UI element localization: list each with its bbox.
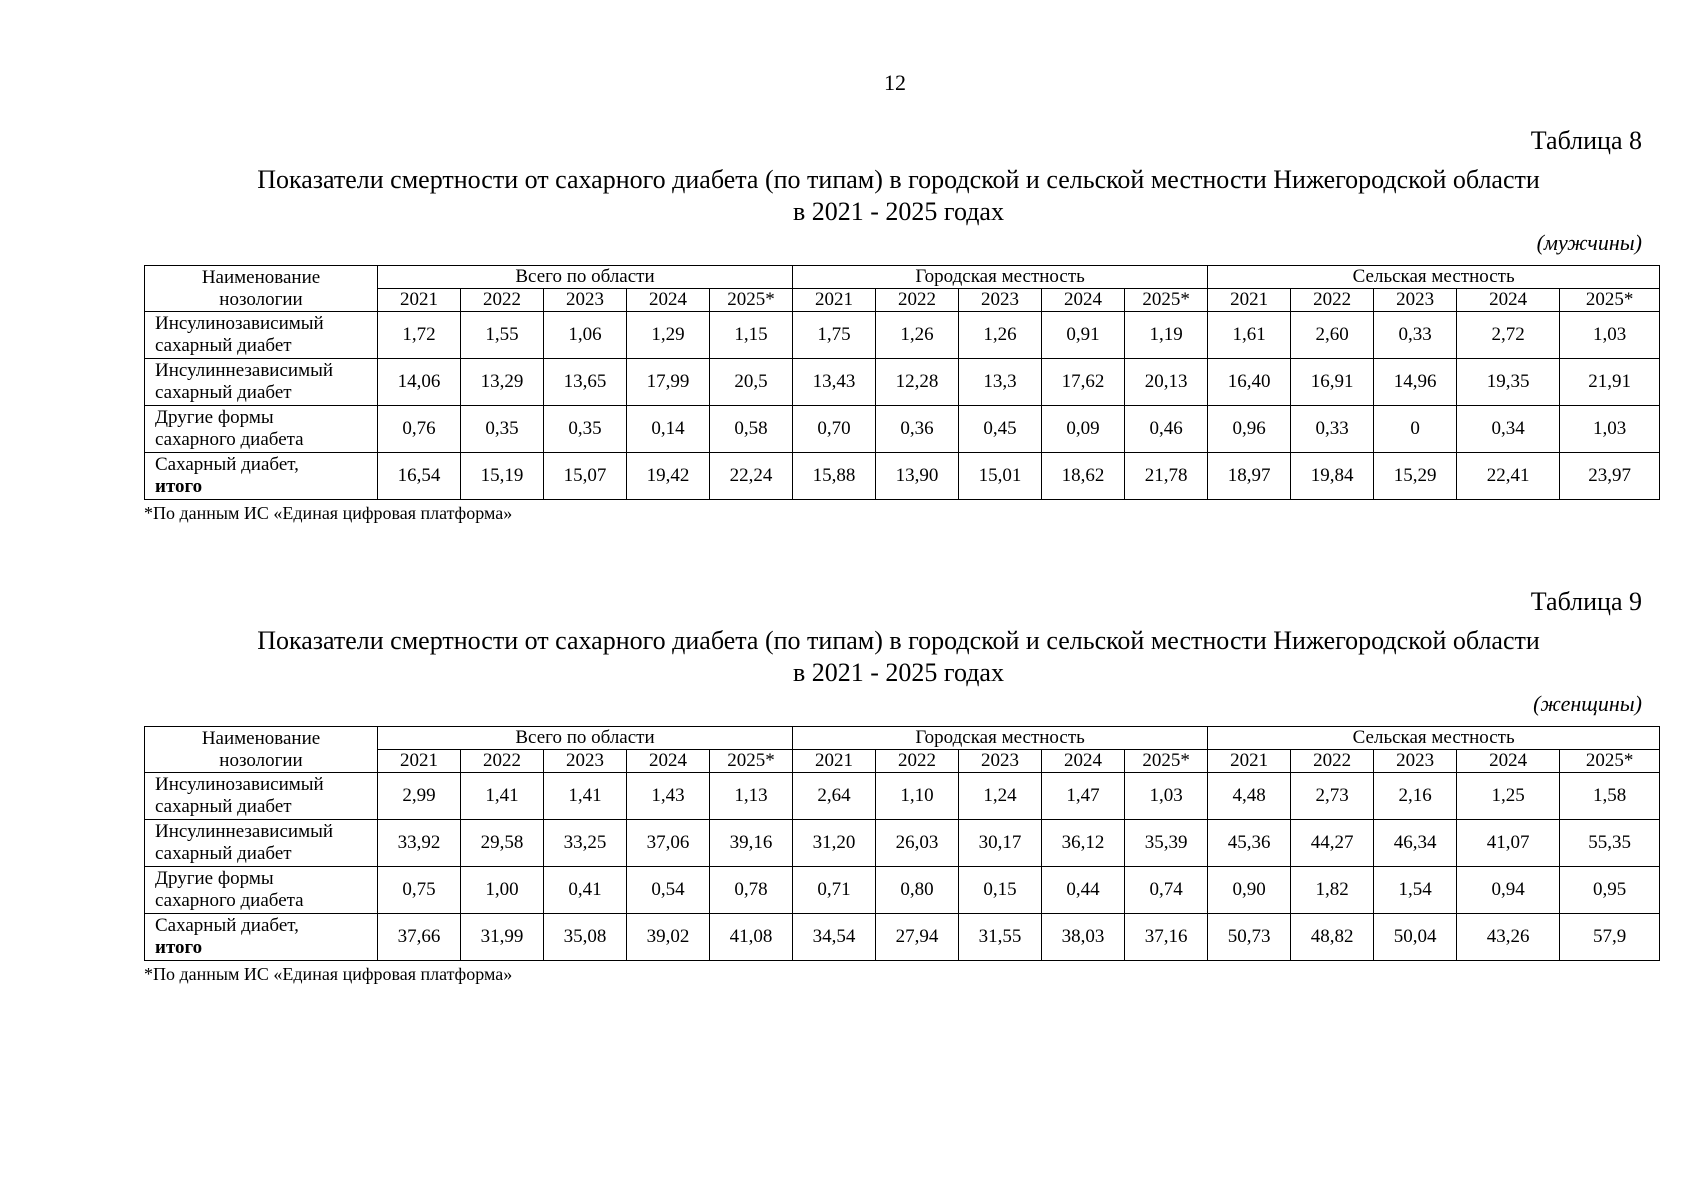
table-cell: 0,34 xyxy=(1457,406,1560,453)
table-cell: 21,91 xyxy=(1560,359,1660,406)
table-cell: 1,25 xyxy=(1457,773,1560,820)
table-cell: 33,92 xyxy=(378,820,461,867)
table-cell: 1,03 xyxy=(1125,773,1208,820)
table-cell: 1,03 xyxy=(1560,406,1660,453)
table-cell: 0,44 xyxy=(1042,867,1125,914)
year-header: 2024 xyxy=(1042,289,1125,312)
table-cell: 39,02 xyxy=(627,914,710,961)
table-cell: 0,35 xyxy=(461,406,544,453)
table-cell: 16,54 xyxy=(378,453,461,500)
table-cell: 0,71 xyxy=(793,867,876,914)
table-cell: 34,54 xyxy=(793,914,876,961)
table-cell: 0 xyxy=(1374,406,1457,453)
table-cell: 13,65 xyxy=(544,359,627,406)
table-cell: 37,16 xyxy=(1125,914,1208,961)
table-cell: 2,16 xyxy=(1374,773,1457,820)
table-cell: 2,73 xyxy=(1291,773,1374,820)
table-cell: 1,72 xyxy=(378,312,461,359)
table-cell: 38,03 xyxy=(1042,914,1125,961)
group-header-urban: Городская местность xyxy=(793,727,1208,750)
table-row xyxy=(145,773,1660,820)
page-number: 12 xyxy=(884,70,906,95)
table-cell: 48,82 xyxy=(1291,914,1374,961)
table-cell: 0,15 xyxy=(959,867,1042,914)
table-title xyxy=(144,164,1653,228)
group-header-total: Всего по области xyxy=(378,727,793,750)
table-cell: 0,41 xyxy=(544,867,627,914)
table-cell: 50,73 xyxy=(1208,914,1291,961)
table-cell: 41,08 xyxy=(710,914,793,961)
table-cell: 0,96 xyxy=(1208,406,1291,453)
table-cell: 1,75 xyxy=(793,312,876,359)
table-cell: 16,40 xyxy=(1208,359,1291,406)
table-title-line1: Показатели смертности от сахарного диабета (по типам) в городской и сельской местности Нижегородской области xyxy=(257,165,1540,194)
table-8-section xyxy=(144,126,1653,524)
year-header: 2024 xyxy=(1457,750,1560,773)
table-cell: 0,91 xyxy=(1042,312,1125,359)
year-header: 2025* xyxy=(710,289,793,312)
table-row xyxy=(145,914,1660,961)
table-cell: 1,41 xyxy=(461,773,544,820)
table-cell: 41,07 xyxy=(1457,820,1560,867)
header-name-line2: нозологии xyxy=(219,749,303,771)
table-title-line2: в 2021 - 2025 годах xyxy=(793,197,1004,226)
table-cell: 19,84 xyxy=(1291,453,1374,500)
table-cell: 20,13 xyxy=(1125,359,1208,406)
table-cell: 1,54 xyxy=(1374,867,1457,914)
table-cell: 15,19 xyxy=(461,453,544,500)
table-cell: 15,07 xyxy=(544,453,627,500)
year-header: 2023 xyxy=(1374,289,1457,312)
table-row xyxy=(145,867,1660,914)
table-cell: 2,99 xyxy=(378,773,461,820)
row-name-line2: итого xyxy=(155,476,203,497)
row-name xyxy=(145,820,378,867)
table-cell: 1,55 xyxy=(461,312,544,359)
table-cell: 31,20 xyxy=(793,820,876,867)
row-name-line2: сахарный диабет xyxy=(155,796,292,817)
table-cell: 22,41 xyxy=(1457,453,1560,500)
mortality-table-women xyxy=(144,726,1660,961)
table-row xyxy=(145,453,1660,500)
year-header: 2023 xyxy=(959,289,1042,312)
row-name-line1: Сахарный диабет, xyxy=(155,915,299,936)
table-row xyxy=(145,820,1660,867)
table-cell: 0,36 xyxy=(876,406,959,453)
table-cell: 55,35 xyxy=(1560,820,1660,867)
year-header: 2023 xyxy=(959,750,1042,773)
table-cell: 2,64 xyxy=(793,773,876,820)
table-cell: 0,74 xyxy=(1125,867,1208,914)
table-cell: 1,03 xyxy=(1560,312,1660,359)
row-name-line1: Инсулиннезависимый xyxy=(155,821,334,842)
table-cell: 15,01 xyxy=(959,453,1042,500)
year-header: 2025* xyxy=(1125,289,1208,312)
year-header: 2021 xyxy=(793,750,876,773)
table-cell: 0,14 xyxy=(627,406,710,453)
footnote: *По данным ИС «Единая цифровая платформа» xyxy=(144,964,513,984)
table-title-line2: в 2021 - 2025 годах xyxy=(793,658,1004,687)
year-header: 2022 xyxy=(876,289,959,312)
row-name xyxy=(145,773,378,820)
row-name xyxy=(145,312,378,359)
mortality-table-men xyxy=(144,265,1660,500)
table-cell: 2,72 xyxy=(1457,312,1560,359)
table-cell: 0,94 xyxy=(1457,867,1560,914)
gender-label: (женщины) xyxy=(1533,691,1642,716)
table-cell: 57,9 xyxy=(1560,914,1660,961)
table-cell: 22,24 xyxy=(710,453,793,500)
table-cell: 1,00 xyxy=(461,867,544,914)
table-cell: 0,95 xyxy=(1560,867,1660,914)
group-header-urban: Городская местность xyxy=(793,266,1208,289)
table-cell: 0,78 xyxy=(710,867,793,914)
table-cell: 2,60 xyxy=(1291,312,1374,359)
footnote: *По данным ИС «Единая цифровая платформа» xyxy=(144,503,513,523)
table-cell: 18,97 xyxy=(1208,453,1291,500)
table-cell: 0,35 xyxy=(544,406,627,453)
year-header: 2021 xyxy=(378,289,461,312)
table-cell: 16,91 xyxy=(1291,359,1374,406)
table-cell: 0,54 xyxy=(627,867,710,914)
table-cell: 0,90 xyxy=(1208,867,1291,914)
year-header: 2022 xyxy=(1291,289,1374,312)
table-cell: 31,99 xyxy=(461,914,544,961)
table-cell: 35,08 xyxy=(544,914,627,961)
row-name xyxy=(145,914,378,961)
year-header: 2021 xyxy=(793,289,876,312)
table-cell: 1,26 xyxy=(959,312,1042,359)
table-cell: 46,34 xyxy=(1374,820,1457,867)
year-header: 2023 xyxy=(544,750,627,773)
table-cell: 14,06 xyxy=(378,359,461,406)
gender-label: (мужчины) xyxy=(1536,230,1642,255)
table-cell: 1,82 xyxy=(1291,867,1374,914)
table-cell: 13,3 xyxy=(959,359,1042,406)
table-cell: 0,70 xyxy=(793,406,876,453)
row-name-line2: сахарного диабета xyxy=(155,429,304,450)
year-header: 2021 xyxy=(378,750,461,773)
table-cell: 0,33 xyxy=(1374,312,1457,359)
column-header-name xyxy=(145,727,378,773)
table-cell: 13,43 xyxy=(793,359,876,406)
year-header: 2025* xyxy=(710,750,793,773)
table-cell: 0,80 xyxy=(876,867,959,914)
table-9-section xyxy=(144,587,1653,985)
table-cell: 19,42 xyxy=(627,453,710,500)
table-cell: 27,94 xyxy=(876,914,959,961)
year-header: 2024 xyxy=(1042,750,1125,773)
table-cell: 50,04 xyxy=(1374,914,1457,961)
table-cell: 1,61 xyxy=(1208,312,1291,359)
table-cell: 15,29 xyxy=(1374,453,1457,500)
year-header: 2025* xyxy=(1560,750,1660,773)
table-cell: 1,26 xyxy=(876,312,959,359)
table-cell: 0,33 xyxy=(1291,406,1374,453)
table-cell: 29,58 xyxy=(461,820,544,867)
table-cell: 43,26 xyxy=(1457,914,1560,961)
row-name-line2: сахарного диабета xyxy=(155,890,304,911)
table-cell: 0,09 xyxy=(1042,406,1125,453)
table-row xyxy=(145,312,1660,359)
year-header: 2022 xyxy=(461,289,544,312)
year-header: 2023 xyxy=(1374,750,1457,773)
table-cell: 36,12 xyxy=(1042,820,1125,867)
row-name-line1: Инсулинозависимый xyxy=(155,774,324,795)
year-header: 2022 xyxy=(461,750,544,773)
group-header-rural: Сельская местность xyxy=(1208,266,1660,289)
table-cell: 23,97 xyxy=(1560,453,1660,500)
year-header: 2021 xyxy=(1208,289,1291,312)
column-header-name xyxy=(145,266,378,312)
row-name-line2: сахарный диабет xyxy=(155,843,292,864)
table-cell: 35,39 xyxy=(1125,820,1208,867)
table-cell: 13,90 xyxy=(876,453,959,500)
year-header: 2023 xyxy=(544,289,627,312)
table-cell: 18,62 xyxy=(1042,453,1125,500)
table-cell: 12,28 xyxy=(876,359,959,406)
table-cell: 0,76 xyxy=(378,406,461,453)
row-name xyxy=(145,453,378,500)
table-cell: 15,88 xyxy=(793,453,876,500)
table-label: Таблица 8 xyxy=(1530,126,1642,155)
table-cell: 44,27 xyxy=(1291,820,1374,867)
year-header: 2024 xyxy=(1457,289,1560,312)
header-name-line2: нозологии xyxy=(219,288,303,310)
table-row xyxy=(145,359,1660,406)
table-cell: 1,58 xyxy=(1560,773,1660,820)
header-name-line1: Наименование xyxy=(201,727,321,749)
table-cell: 1,29 xyxy=(627,312,710,359)
table-cell: 30,17 xyxy=(959,820,1042,867)
year-header: 2022 xyxy=(1291,750,1374,773)
row-name-line1: Инсулиннезависимый xyxy=(155,360,334,381)
year-header: 2022 xyxy=(876,750,959,773)
table-cell: 1,10 xyxy=(876,773,959,820)
year-header: 2025* xyxy=(1125,750,1208,773)
table-cell: 0,75 xyxy=(378,867,461,914)
table-cell: 1,24 xyxy=(959,773,1042,820)
table-cell: 37,66 xyxy=(378,914,461,961)
table-cell: 1,15 xyxy=(710,312,793,359)
group-header-total: Всего по области xyxy=(378,266,793,289)
table-cell: 4,48 xyxy=(1208,773,1291,820)
table-cell: 17,99 xyxy=(627,359,710,406)
row-name-line1: Другие формы xyxy=(155,868,274,889)
table-cell: 31,55 xyxy=(959,914,1042,961)
table-label: Таблица 9 xyxy=(1530,587,1642,616)
year-header: 2021 xyxy=(1208,750,1291,773)
table-cell: 21,78 xyxy=(1125,453,1208,500)
row-name-line1: Другие формы xyxy=(155,407,274,428)
table-cell: 0,46 xyxy=(1125,406,1208,453)
row-name-line2: итого xyxy=(155,937,203,958)
table-cell: 20,5 xyxy=(710,359,793,406)
table-cell: 17,62 xyxy=(1042,359,1125,406)
table-cell: 13,29 xyxy=(461,359,544,406)
row-name-line1: Сахарный диабет, xyxy=(155,454,299,475)
table-cell: 0,45 xyxy=(959,406,1042,453)
table-cell: 14,96 xyxy=(1374,359,1457,406)
year-header: 2024 xyxy=(627,750,710,773)
group-header-rural: Сельская местность xyxy=(1208,727,1660,750)
table-cell: 1,41 xyxy=(544,773,627,820)
table-cell: 26,03 xyxy=(876,820,959,867)
table-cell: 33,25 xyxy=(544,820,627,867)
table-cell: 1,43 xyxy=(627,773,710,820)
year-header: 2025* xyxy=(1560,289,1660,312)
row-name-line1: Инсулинозависимый xyxy=(155,313,324,334)
table-cell: 0,58 xyxy=(710,406,793,453)
table-cell: 1,13 xyxy=(710,773,793,820)
table-cell: 1,19 xyxy=(1125,312,1208,359)
table-cell: 1,47 xyxy=(1042,773,1125,820)
header-name-line1: Наименование xyxy=(201,266,321,288)
row-name xyxy=(145,406,378,453)
table-title xyxy=(144,625,1653,689)
year-header: 2024 xyxy=(627,289,710,312)
table-cell: 45,36 xyxy=(1208,820,1291,867)
table-row xyxy=(145,406,1660,453)
table-cell: 37,06 xyxy=(627,820,710,867)
table-title-line1: Показатели смертности от сахарного диабета (по типам) в городской и сельской местности Нижегородской области xyxy=(257,626,1540,655)
row-name xyxy=(145,867,378,914)
table-cell: 19,35 xyxy=(1457,359,1560,406)
row-name-line2: сахарный диабет xyxy=(155,335,292,356)
row-name xyxy=(145,359,378,406)
row-name-line2: сахарный диабет xyxy=(155,382,292,403)
table-cell: 1,06 xyxy=(544,312,627,359)
table-cell: 39,16 xyxy=(710,820,793,867)
